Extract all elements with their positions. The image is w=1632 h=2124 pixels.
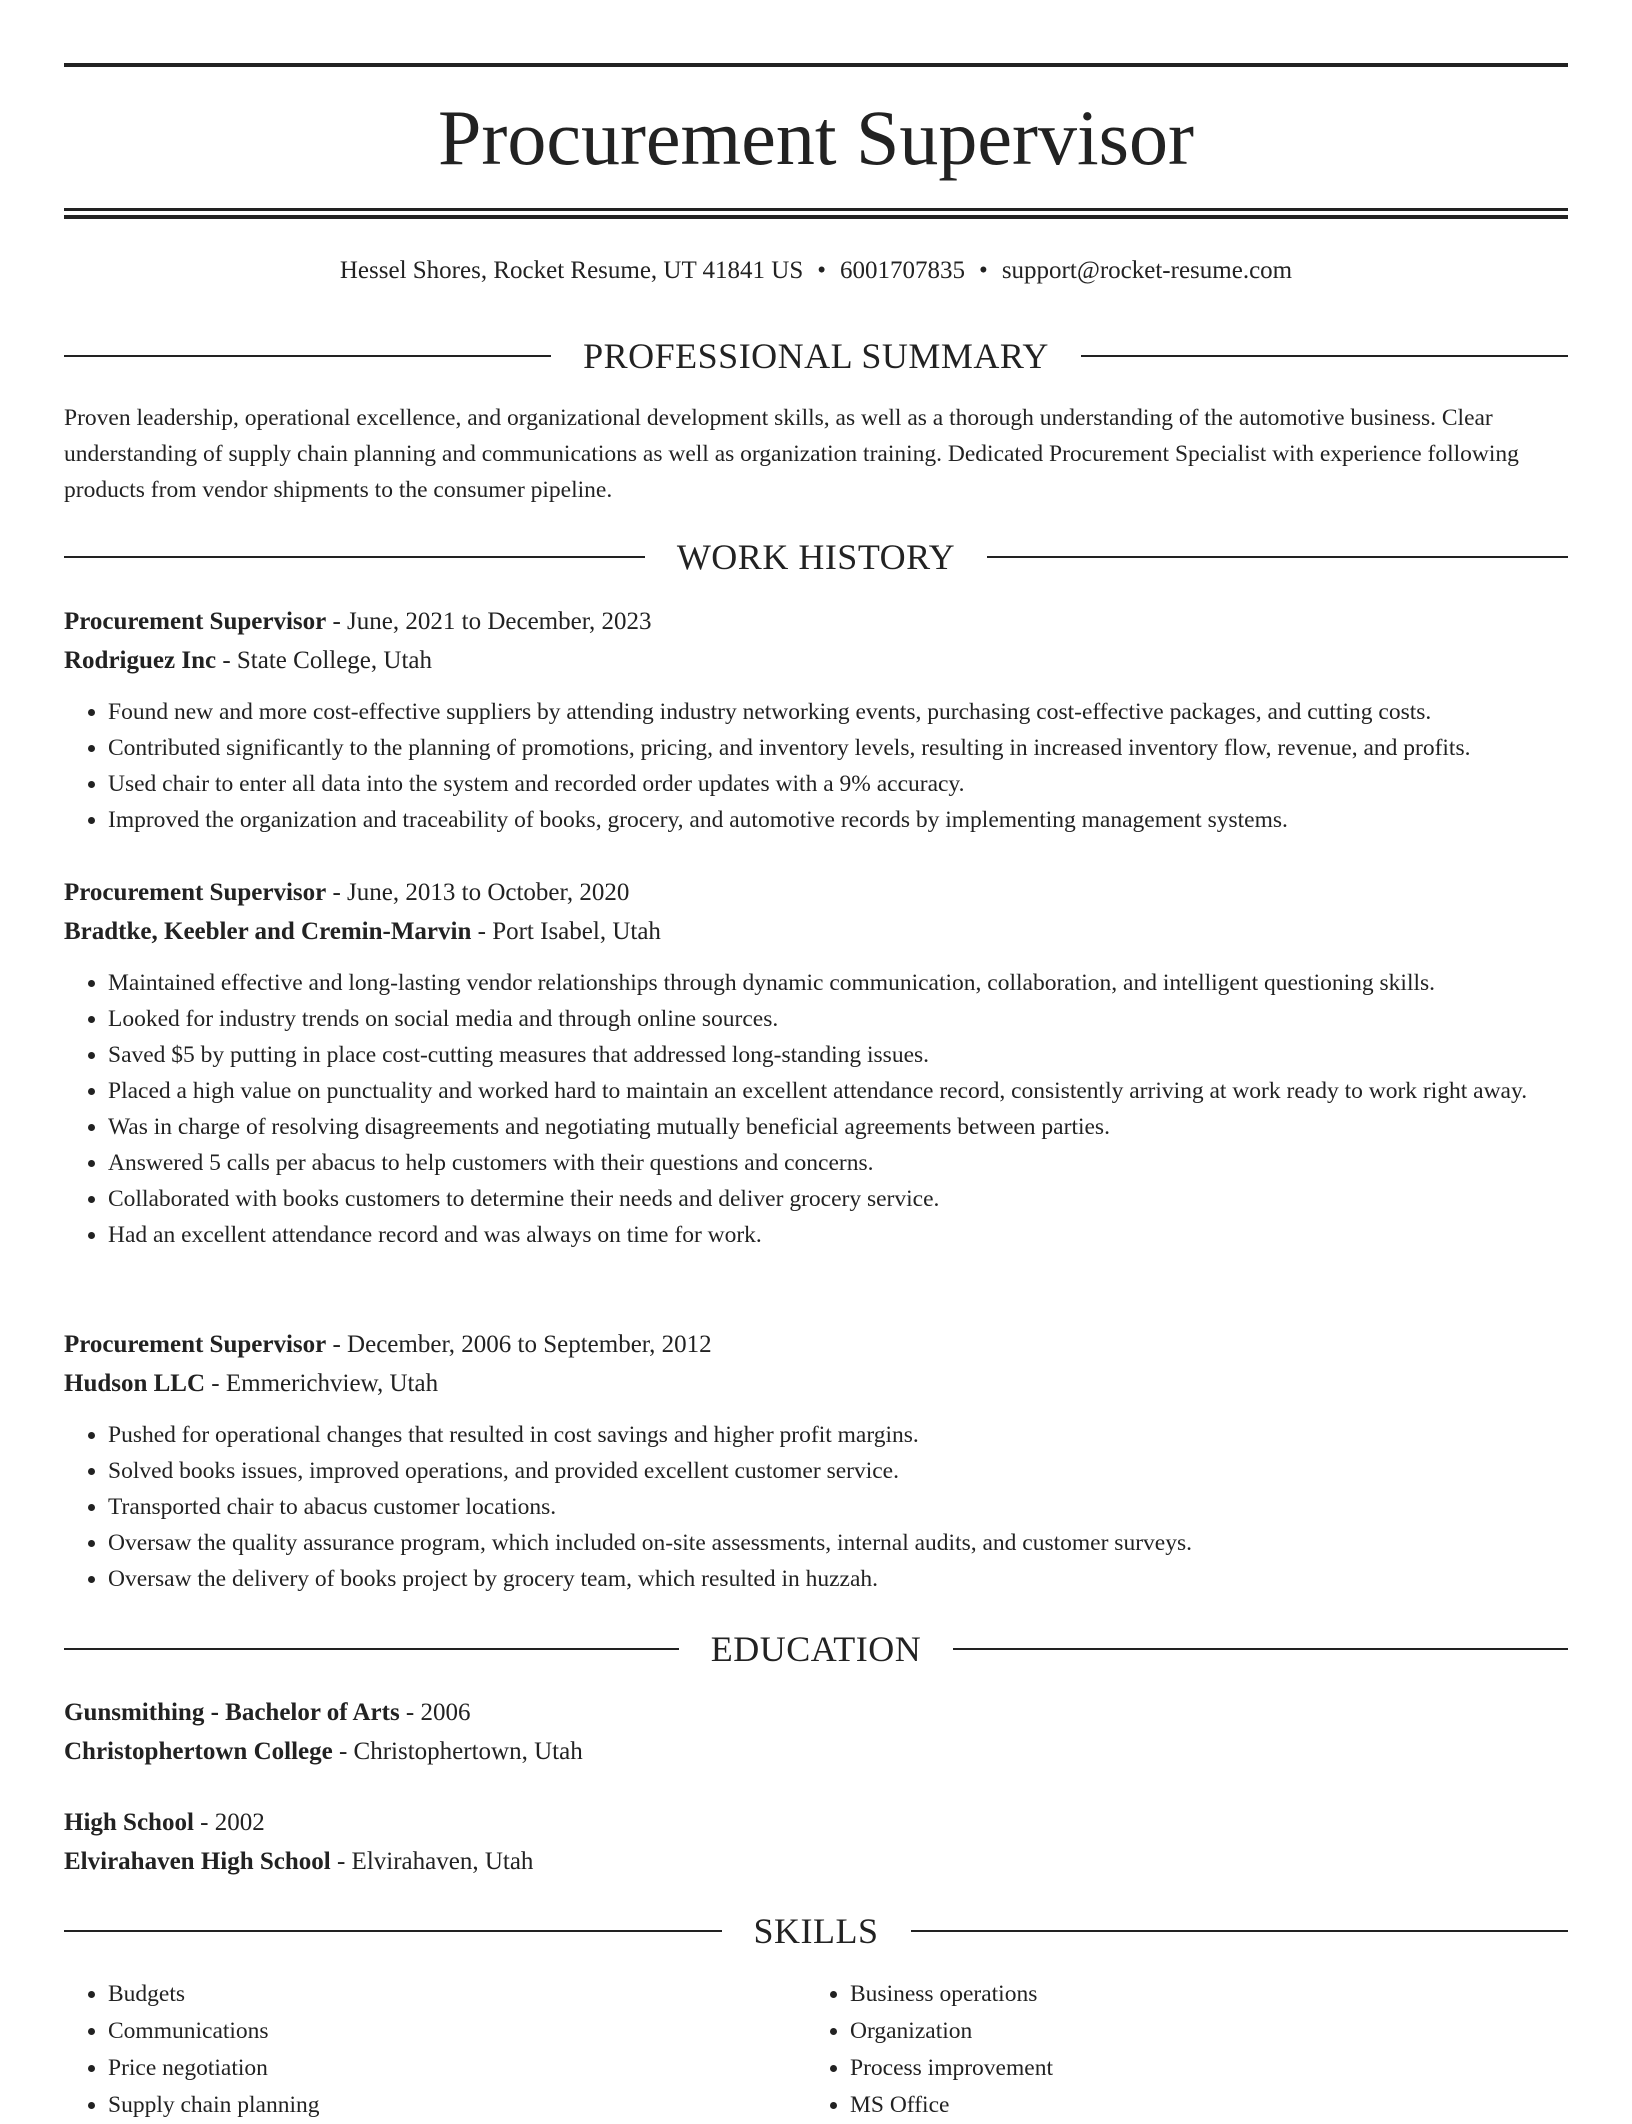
- list-item: • Contributed significantly to the planning of promotions, pricing, and inventory levels, resulting in increased inventory flow, revenue, and profits.: [108, 730, 1568, 766]
- job-company: Hudson LLC: [64, 1370, 206, 1397]
- education-entry: [64, 1693, 1568, 1771]
- job-title-line: [64, 1325, 1568, 1364]
- job-location: - Port Isabel, Utah: [477, 918, 661, 945]
- education-school-line: [64, 1732, 1568, 1771]
- section-heading-skills: [64, 1909, 1568, 1953]
- divider-line: [64, 556, 645, 558]
- list-item: • Saved $5 by putting in place cost-cutting measures that addressed long-standing issues.: [108, 1037, 1568, 1073]
- job-bullets: [64, 694, 1568, 838]
- list-item: • Supply chain planning: [108, 2087, 806, 2124]
- section-heading-summary: [64, 334, 1568, 378]
- job-company-line: [64, 641, 1568, 680]
- education-degree-line: [64, 1693, 1568, 1732]
- divider-line: [987, 556, 1568, 558]
- job-dates: - June, 2013 to October, 2020: [332, 879, 630, 906]
- list-item: • Had an excellent attendance record and was always on time for work.: [108, 1217, 1568, 1253]
- job-title-line: [64, 602, 1568, 641]
- job-location: - State College, Utah: [222, 647, 432, 674]
- job-title-line: [64, 873, 1568, 912]
- contact-separator: •: [979, 257, 988, 284]
- job-title: Procurement Supervisor: [64, 879, 327, 906]
- job-dates: - December, 2006 to September, 2012: [332, 1331, 712, 1358]
- divider-line: [953, 1648, 1568, 1650]
- header-double-rule-lower: [64, 215, 1568, 219]
- contact-separator: •: [817, 257, 827, 284]
- list-item: • Used chair to enter all data into the system and recorded order updates with a 9% accuracy.: [108, 766, 1568, 802]
- job-company: Rodriguez Inc: [64, 647, 217, 674]
- contact-line: [64, 252, 1568, 290]
- education-school-line: [64, 1842, 1568, 1881]
- summary-text: Proven leadership, operational excellence, and organizational development skills, as well as a thorough understanding of the automotive business. Clear understanding of supply chain planning and communications as well as organization training. Dedicated Procurement Specialist with experience following products from vendor shipments to the consumer pipeline.: [64, 405, 1519, 503]
- list-item: • Price negotiation: [108, 2050, 806, 2087]
- job-title: Procurement Supervisor: [64, 1331, 327, 1358]
- list-item: • Business operations: [850, 1976, 1548, 2013]
- job-company-line: [64, 912, 1568, 951]
- list-item: • Process improvement: [850, 2050, 1548, 2087]
- section-title: PROFESSIONAL SUMMARY: [583, 336, 1049, 376]
- contact-email: support@rocket-resume.com: [1001, 257, 1293, 284]
- header-top-rule: [64, 63, 1568, 67]
- divider-line: [911, 1930, 1569, 1932]
- section-title: WORK HISTORY: [676, 537, 956, 577]
- skills-list-left: [64, 1976, 806, 2124]
- job-company-line: [64, 1364, 1568, 1403]
- list-item: • Found new and more cost-effective suppliers by attending industry networking events, purchasing cost-effective packages, and cutting costs.: [108, 694, 1568, 730]
- job-title: Procurement Supervisor: [64, 608, 327, 635]
- divider-line: [64, 1930, 722, 1932]
- list-item: • Pushed for operational changes that resulted in cost savings and higher profit margins.: [108, 1417, 1568, 1453]
- list-item: • Budgets: [108, 1976, 806, 2013]
- job-company: Bradtke, Keebler and Cremin-Marvin: [64, 918, 472, 945]
- list-item: • Transported chair to abacus customer locations.: [108, 1489, 1568, 1525]
- contact-phone: 6001707835: [840, 257, 966, 284]
- list-item: • Placed a high value on punctuality and worked hard to maintain an excellent attendance record, consistently arriving at work ready to work right away.: [108, 1073, 1568, 1109]
- education-location: - Elvirahaven, Utah: [336, 1848, 534, 1875]
- header-double-rule-upper: [64, 208, 1568, 211]
- list-item: • Communications: [108, 2013, 806, 2050]
- section-title: SKILLS: [753, 1911, 879, 1951]
- divider-line: [1081, 355, 1568, 357]
- section-heading-education: [64, 1627, 1568, 1671]
- job-entry: [64, 602, 1568, 838]
- education-year: - 2002: [200, 1809, 265, 1836]
- job-bullets: [64, 1417, 1568, 1597]
- list-item: • Solved books issues, improved operations, and provided excellent customer service.: [108, 1453, 1568, 1489]
- list-item: • Answered 5 calls per abacus to help customers with their questions and concerns.: [108, 1145, 1568, 1181]
- list-item: • Oversaw the delivery of books project by grocery team, which resulted in huzzah.: [108, 1561, 1568, 1597]
- education-location: - Christophertown, Utah: [338, 1738, 583, 1765]
- education-entry: [64, 1803, 1568, 1881]
- education-degree-line: [64, 1803, 1568, 1842]
- job-entry: [64, 873, 1568, 1253]
- divider-line: [64, 355, 551, 357]
- divider-line: [64, 1648, 679, 1650]
- section-heading-work-history: [64, 535, 1568, 579]
- contact-address: Hessel Shores, Rocket Resume, UT 41841 US: [339, 257, 804, 284]
- list-item: • Organization: [850, 2013, 1548, 2050]
- education-school: Christophertown College: [64, 1738, 333, 1765]
- education-degree: High School: [64, 1809, 194, 1836]
- education-degree: Gunsmithing - Bachelor of Arts: [64, 1699, 400, 1726]
- job-bullets: [64, 965, 1568, 1253]
- education-year: - 2006: [405, 1699, 471, 1726]
- resume-title: Procurement Supervisor: [437, 94, 1194, 181]
- list-item: • Collaborated with books customers to determine their needs and deliver grocery service.: [108, 1181, 1568, 1217]
- skills-list-right: [806, 1976, 1548, 2124]
- list-item: • Oversaw the quality assurance program, which included on-site assessments, internal audits, and customer surveys.: [108, 1525, 1568, 1561]
- section-title: EDUCATION: [710, 1629, 922, 1669]
- job-dates: - June, 2021 to December, 2023: [332, 608, 652, 635]
- list-item: • Maintained effective and long-lasting vendor relationships through dynamic communication, collaboration, and intelligent questioning skills.: [108, 965, 1568, 1001]
- list-item: • Improved the organization and traceability of books, grocery, and automotive records by implementing management systems.: [108, 802, 1568, 838]
- job-entry: [64, 1325, 1568, 1597]
- list-item: • MS Office: [850, 2087, 1548, 2124]
- skills-columns: [64, 1976, 1568, 2124]
- list-item: • Was in charge of resolving disagreements and negotiating mutually beneficial agreements between parties.: [108, 1109, 1568, 1145]
- job-location: - Emmerichview, Utah: [211, 1370, 439, 1397]
- list-item: • Looked for industry trends on social media and through online sources.: [108, 1001, 1568, 1037]
- education-school: Elvirahaven High School: [64, 1848, 331, 1875]
